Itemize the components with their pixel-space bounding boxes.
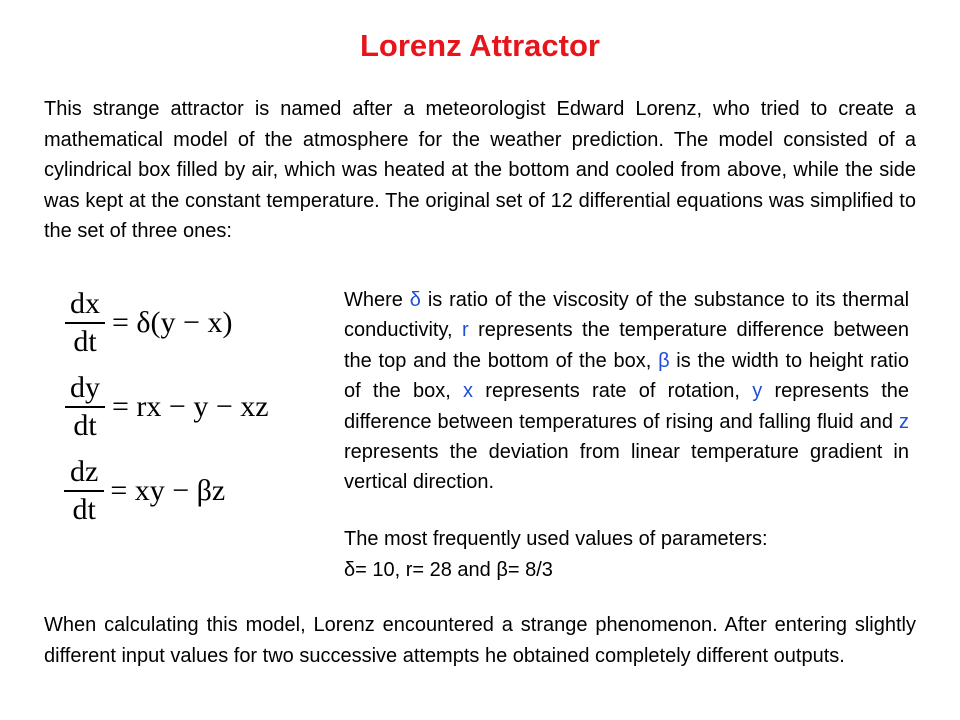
- equation-rhs: = xy − βz: [110, 474, 226, 507]
- denominator: dt: [65, 406, 104, 444]
- equation-dz: [62, 454, 225, 528]
- parameters-values: δ= 10, r= 28 and β= 8/3: [344, 558, 553, 581]
- equation-rhs: = δ(y − x): [112, 306, 233, 339]
- numerator: dz: [70, 455, 99, 488]
- variable-y: y: [752, 380, 763, 403]
- fraction-dy-dt: [62, 370, 108, 444]
- equation-dx: [62, 286, 232, 360]
- intro-paragraph: This strange attractor is named after a meteorologist Edward Lorenz, who tried to create a mathematical model of the atmosphere for the weather prediction. The model consisted of a cylindrical box filled by air, which was heated at the bottom and cooled from above, while the side was kept at the constant temperature. The original set of 12 differential equations was simplified to the set of three ones:: [44, 98, 916, 242]
- numerator: dy: [70, 371, 100, 404]
- outro-paragraph: When calculating this model, Lorenz encountered a strange phenomenon. After entering slightly different input values for two successive attempts he obtained completely different outputs.: [44, 614, 916, 667]
- denominator: dt: [64, 490, 103, 528]
- variable-explanation: [344, 285, 909, 498]
- numerator: dx: [70, 287, 100, 320]
- fraction-dz-dt: [62, 454, 106, 528]
- text-segment: is the width to height ratio of the box,: [344, 349, 909, 403]
- variable-x: x: [463, 380, 474, 403]
- variable-r: r: [462, 319, 469, 342]
- text-segment: represents the difference between temperatures of rising and falling fluid and: [344, 380, 909, 433]
- variable-delta: δ: [409, 289, 421, 311]
- fraction-dx-dt: [62, 286, 108, 360]
- equation-dy: [62, 370, 269, 444]
- text-segment: is ratio of the viscosity of the substance to its thermal conductivity,: [344, 289, 910, 342]
- text-segment: represents rate of rotation,: [473, 380, 753, 403]
- equation-rhs: = rx − y − xz: [112, 390, 269, 423]
- variable-z: z: [899, 410, 909, 433]
- page-title: Lorenz Attractor: [360, 28, 600, 63]
- variable-beta: β: [658, 349, 670, 372]
- denominator: dt: [65, 322, 104, 360]
- parameter-values: [344, 524, 909, 585]
- text-segment: represents the deviation from linear temperature gradient in vertical direction.: [344, 441, 909, 494]
- text-segment: represents the temperature difference between the top and the bottom of the box,: [344, 319, 910, 372]
- parameters-heading: The most frequently used values of parameters:: [344, 528, 768, 550]
- text-segment: Where: [344, 289, 410, 311]
